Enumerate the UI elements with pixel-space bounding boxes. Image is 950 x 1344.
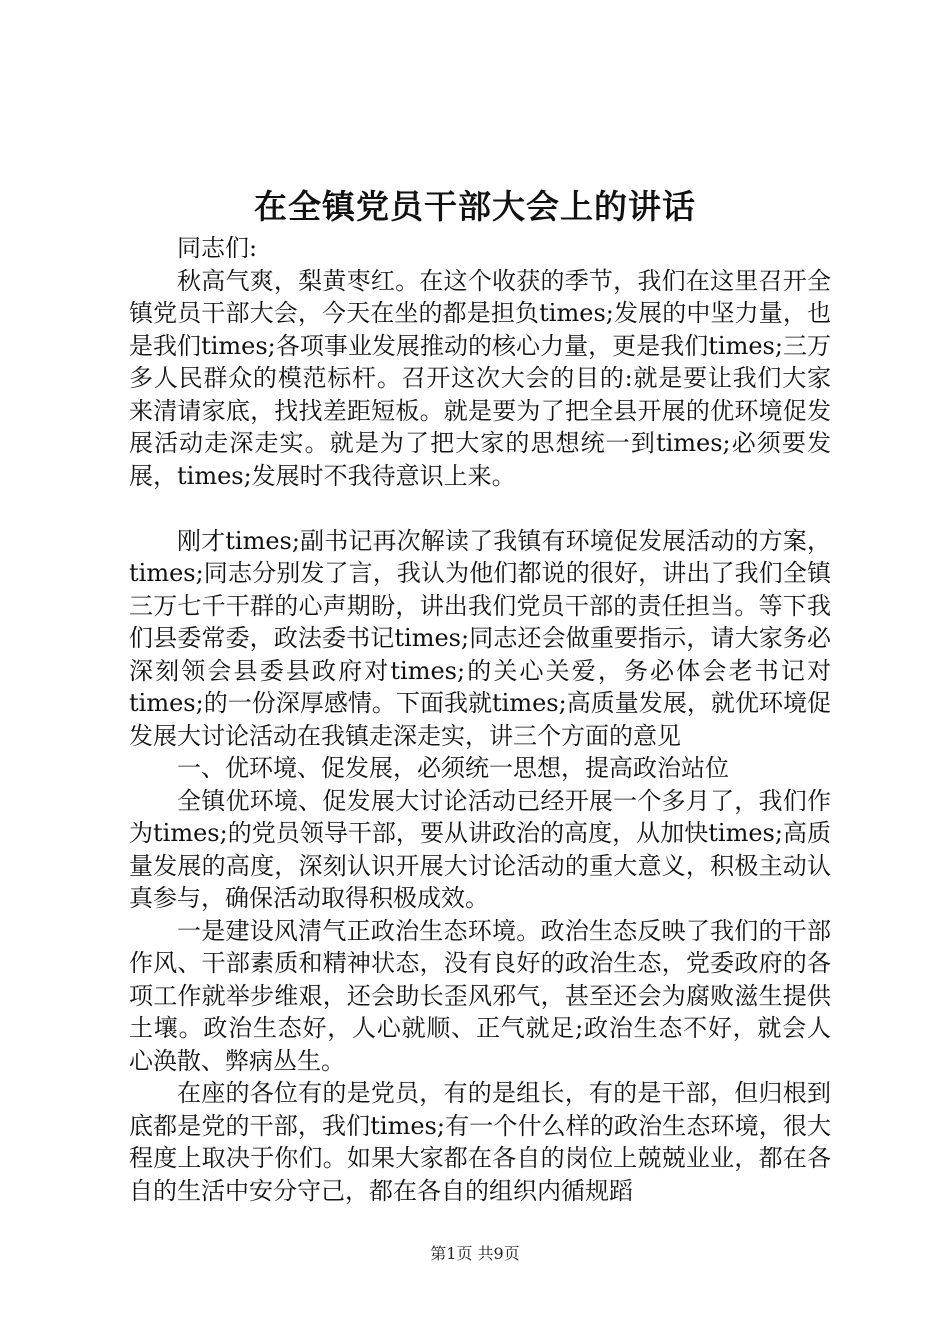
paragraph-4: 一是建设风清气正政治生态环境。政治生态反映了我们的干部作风、干部素质和精神状态，没有良好的政治生态，党委政府的各项工作就举步维艰，还会助长歪风邪气，甚至还会为腐败滋生提供土壤。政治生态好，人心就顺、正气就足;政治生态不好，就会人心涣散、弊病丛生。 — [129, 916, 831, 1075]
document-body — [129, 232, 831, 1207]
document-title: 在全镇党员干部大会上的讲话 — [254, 187, 696, 226]
paragraph-1: 秋高气爽，梨黄枣红。在这个收获的季节，我们在这里召开全镇党员干部大会，今天在坐的都是担负times;发展的中坚力量，也是我们times;各项事业发展推动的核心力量，更是我们times;三万多人民群众的模范标杆。召开这次大会的目的:就是要让我们大家来清请家底，找找差距短板。就是要为了把全县开展的优环境促发展活动走深走实。就是为了把大家的思想统一到times;必须要发展，times;发展时不我待意识上来。 — [129, 266, 831, 490]
paragraph-5: 在座的各位有的是党员，有的是组长，有的是干部，但归根到底都是党的干部，我们times;有一个什么样的政治生态环境，很大程度上取决于你们。如果大家都在各自的岗位上兢兢业业，都在各自的生活中安分守己，都在各自的组织内循规蹈 — [129, 1079, 831, 1205]
paragraph-2: 刚才times;副书记再次解读了我镇有环境促发展活动的方案，times;同志分别发了言，我认为他们都说的很好，讲出了我们全镇三万七千干群的心声期盼，讲出我们党员干部的责任担当。等下我们县委常委，政法委书记times;同志还会做重要指示，请大家务必深刻领会县委县政府对times;的关心关爱，务必体会老书记对times;的一份深厚感情。下面我就times;高质量发展，就优环境促发展大讨论活动在我镇走深走实，讲三个方面的意见 — [129, 526, 831, 750]
section-heading-1: 一、优环境、促发展，必须统一思想，提高政治站位 — [177, 754, 729, 782]
page-footer: 第1页 共9页 — [430, 1244, 520, 1263]
salutation: 同志们: — [177, 234, 258, 262]
paragraph-3: 全镇优环境、促发展大讨论活动已经开展一个多月了，我们作为times;的党员领导干部，要从讲政治的高度，从加快times;高质量发展的高度，深刻认识开展大讨论活动的重大意义，积极主动认真参与，确保活动取得积极成效。 — [129, 786, 831, 912]
paragraph-spacer — [129, 492, 831, 525]
